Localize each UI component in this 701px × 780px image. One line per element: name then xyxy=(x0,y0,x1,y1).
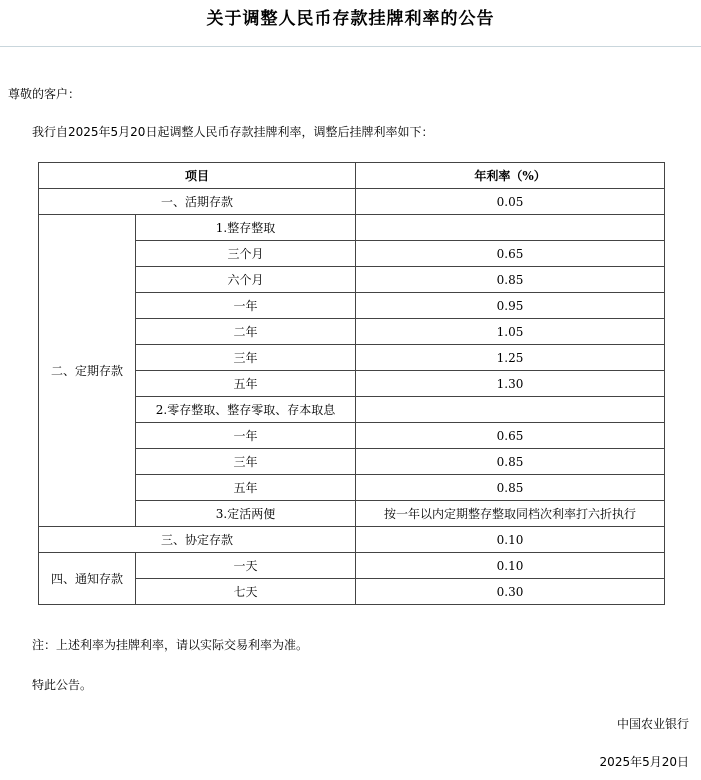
rate-value: 0.85 xyxy=(356,475,665,501)
header-item: 项目 xyxy=(39,163,356,189)
rate-value: 0.65 xyxy=(356,241,665,267)
subcategory-lump: 1.整存整取 xyxy=(136,215,356,241)
term-label: 三年 xyxy=(136,449,356,475)
rate-value: 0.10 xyxy=(356,553,665,579)
rate-value: 按一年以内定期整存整取同档次利率打六折执行 xyxy=(356,501,665,527)
category-current: 一、活期存款 xyxy=(39,189,356,215)
page-title: 关于调整人民币存款挂牌利率的公告 xyxy=(206,9,495,29)
signature: 中国农业银行 xyxy=(616,717,689,731)
table-row xyxy=(39,553,665,579)
term-label: 三个月 xyxy=(136,241,356,267)
term-label: 三年 xyxy=(136,345,356,371)
category-notice: 四、通知存款 xyxy=(39,553,136,605)
category-fixed: 二、定期存款 xyxy=(39,215,136,527)
rate-value: 1.25 xyxy=(356,345,665,371)
term-label: 六个月 xyxy=(136,267,356,293)
rate-value: 0.30 xyxy=(356,579,665,605)
header-rate: 年利率（%） xyxy=(356,163,665,189)
closing-text: 特此公告。 xyxy=(32,678,93,692)
term-label: 五年 xyxy=(136,371,356,397)
rate-value: 0.10 xyxy=(356,527,665,553)
rate-empty xyxy=(356,215,665,241)
rate-value: 0.95 xyxy=(356,293,665,319)
table-row xyxy=(39,527,665,553)
term-label: 一年 xyxy=(136,423,356,449)
greeting: 尊敬的客户： xyxy=(8,87,81,101)
subcategory-installment: 2.零存整取、整存零取、存本取息 xyxy=(136,397,356,423)
table-header-row xyxy=(39,163,665,189)
term-label: 一天 xyxy=(136,553,356,579)
term-label: 二年 xyxy=(136,319,356,345)
category-agreement: 三、协定存款 xyxy=(39,527,356,553)
note-text: 注：上述利率为挂牌利率，请以实际交易利率为准。 xyxy=(32,638,309,652)
rate-empty xyxy=(356,397,665,423)
rate-table xyxy=(38,162,665,605)
term-label: 五年 xyxy=(136,475,356,501)
table-row xyxy=(39,189,665,215)
rate-value: 0.85 xyxy=(356,449,665,475)
date: 2025年5月20日 xyxy=(599,755,689,769)
term-label: 七天 xyxy=(136,579,356,605)
rate-value: 0.65 xyxy=(356,423,665,449)
rate-value: 0.05 xyxy=(356,189,665,215)
rate-value: 1.30 xyxy=(356,371,665,397)
term-label: 一年 xyxy=(136,293,356,319)
rate-value: 0.85 xyxy=(356,267,665,293)
subcategory-flexible: 3.定活两便 xyxy=(136,501,356,527)
title-divider xyxy=(0,46,701,47)
rate-value: 1.05 xyxy=(356,319,665,345)
intro-text: 我行自2025年5月20日起调整人民币存款挂牌利率，调整后挂牌利率如下： xyxy=(32,125,434,139)
table-row xyxy=(39,215,665,241)
